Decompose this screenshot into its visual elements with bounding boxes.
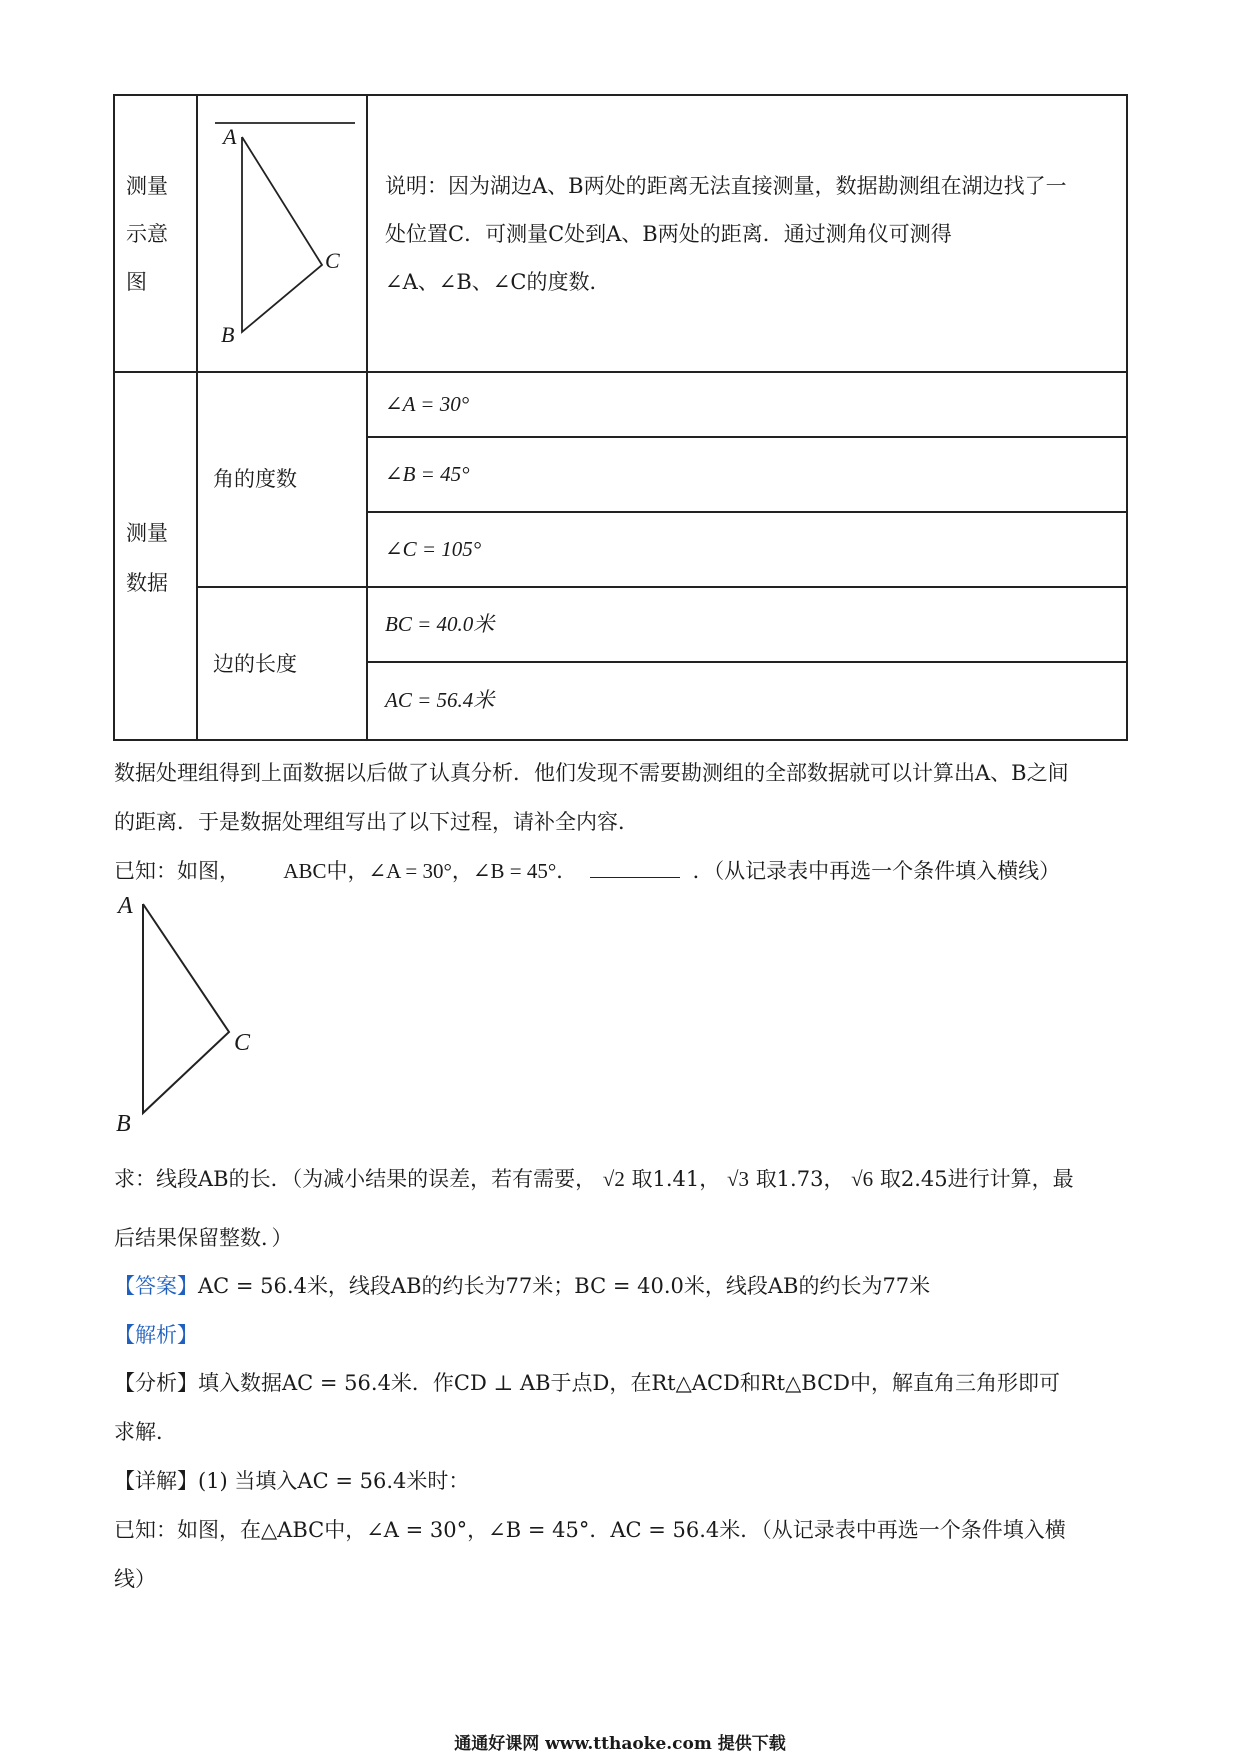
vertex-a-label: A bbox=[223, 124, 237, 149]
approx-text: 取1.73， bbox=[755, 1167, 845, 1191]
given-conditions: ABC中，∠A = 30°，∠B = 45°． bbox=[283, 859, 578, 883]
sqrt-6: √6 bbox=[851, 1167, 874, 1191]
analysis-line: 求解． bbox=[114, 1420, 177, 1444]
analysis-tag: 【解析】 bbox=[114, 1323, 198, 1347]
diagram-description bbox=[385, 162, 1067, 306]
footer-source: 通通好课网 www.tthaoke.com 提供下载 bbox=[454, 1734, 786, 1754]
angle-b-value: ∠B = 45° bbox=[385, 462, 470, 486]
known-line: 线） bbox=[114, 1567, 156, 1591]
find-line bbox=[114, 1155, 1134, 1204]
vertex-a-label: A bbox=[118, 893, 133, 919]
sqrt-2: √2 bbox=[602, 1167, 625, 1191]
side-ac-value: AC = 56.4米 bbox=[385, 688, 495, 712]
label-line: 数据 bbox=[126, 571, 168, 595]
label-line: 测量 bbox=[126, 174, 168, 198]
fill-in-blank bbox=[590, 857, 680, 878]
row-label-diagram bbox=[126, 162, 186, 306]
given-suffix: ．（从记录表中再选一个条件填入横线） bbox=[692, 859, 1061, 883]
measurement-table bbox=[113, 94, 1128, 741]
label-line: 示意 bbox=[126, 222, 168, 246]
triangle-figure bbox=[100, 890, 280, 1130]
label-line: 测量 bbox=[126, 521, 168, 545]
approx-text: 取2.45进行计算，最 bbox=[879, 1167, 1074, 1191]
answer-line bbox=[114, 1262, 1134, 1311]
angle-c-value: ∠C = 105° bbox=[385, 537, 482, 561]
given-line bbox=[114, 847, 1134, 896]
triangle-abc bbox=[143, 904, 229, 1113]
paragraph-line: 的距离．于是数据处理组写出了以下过程，请补全内容． bbox=[114, 810, 639, 834]
description-line: 处位置C．可测量C处到A、B两处的距离．通过测角仪可测得 bbox=[385, 222, 952, 246]
label-line: 图 bbox=[126, 270, 147, 294]
paragraph-line: 数据处理组得到上面数据以后做了认真分析．他们发现不需要勘测组的全部数据就可以计算出A、B之间 bbox=[114, 761, 1069, 785]
description-line: ∠A、∠B、∠C的度数． bbox=[385, 270, 611, 294]
vertex-b-label: B bbox=[116, 1111, 131, 1137]
approx-text: 取1.41， bbox=[631, 1167, 721, 1191]
side-group-label: 边的长度 bbox=[213, 652, 297, 676]
side-bc-value: BC = 40.0米 bbox=[385, 612, 495, 636]
sqrt-3: √3 bbox=[726, 1167, 749, 1191]
known-line: 已知：如图，在△ABC中，∠A = 30°，∠B = 45°．AC = 56.4米．（从记录表中再选一个条件填入横 bbox=[114, 1518, 1066, 1542]
find-text: 求：线段AB的长．（为减小结果的误差，若有需要， bbox=[114, 1167, 597, 1191]
answer-tag: 【答案】 bbox=[114, 1274, 198, 1298]
vertex-c-label: C bbox=[325, 248, 340, 273]
vertex-b-label: B bbox=[221, 322, 235, 347]
triangle-abc bbox=[242, 137, 322, 332]
find-line-2: 后结果保留整数．） bbox=[114, 1226, 293, 1250]
description-line: 说明：因为湖边A、B两处的距离无法直接测量，数据勘测组在湖边找了一 bbox=[385, 174, 1067, 198]
vertex-c-label: C bbox=[234, 1030, 251, 1056]
detail-line: 【详解】(1) 当填入AC = 56.4米时： bbox=[114, 1469, 470, 1493]
row-label-data bbox=[126, 508, 168, 608]
answer-text: AC = 56.4米，线段AB的约长为77米；BC = 40.0米，线段AB的约长为77米 bbox=[198, 1274, 931, 1298]
given-prefix: 已知：如图， bbox=[114, 859, 240, 883]
analysis-line: 【分析】填入数据AC = 56.4米．作CD ⊥ AB于点D，在Rt△ACD和Rt△BCD中，解直角三角形即可 bbox=[114, 1371, 1060, 1395]
angle-a-value: ∠A = 30° bbox=[385, 392, 470, 416]
angle-group-label: 角的度数 bbox=[213, 467, 297, 491]
